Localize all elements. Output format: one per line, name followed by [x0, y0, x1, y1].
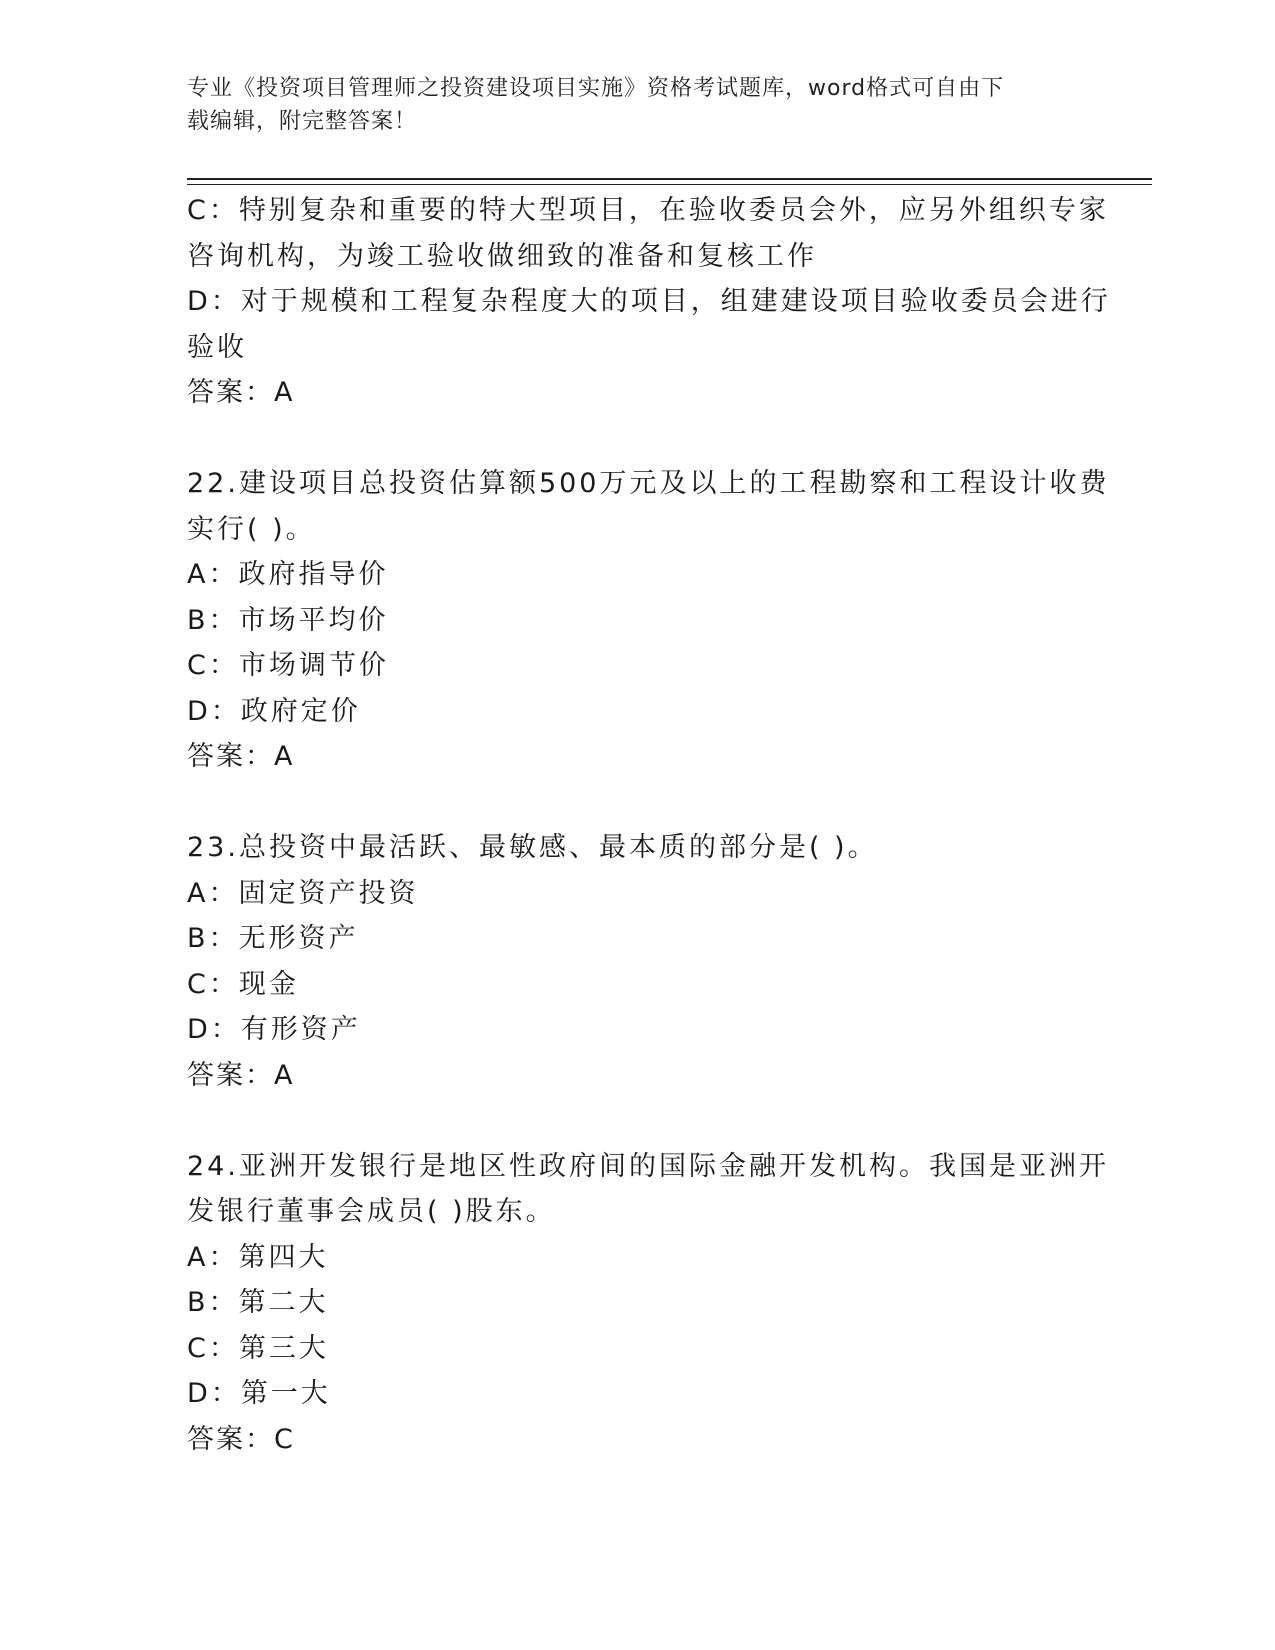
question-text-line-1: 24.亚洲开发银行是地区性政府间的国际金融开发机构。我国是亚洲开 — [187, 1150, 1109, 1182]
header-divider-thick — [187, 178, 1152, 180]
option-c: C：市场调节价 — [187, 650, 389, 681]
header-line-2: 载编辑，附完整答案！ — [187, 109, 418, 134]
header-divider-thin — [187, 184, 1152, 185]
document-header — [187, 72, 1067, 138]
option-c-line-2: 咨询机构，为竣工验收做细致的准备和复核工作 — [187, 240, 817, 272]
option-d-line-2: 验收 — [187, 331, 247, 363]
option-d-line-1: D：对于规模和工程复杂程度大的项目，组建建设项目验收委员会进行 — [187, 286, 1111, 317]
option-d: D：有形资产 — [187, 1014, 361, 1045]
option-a: A：固定资产投资 — [187, 877, 419, 909]
option-b: B：无形资产 — [187, 923, 359, 954]
question-text-line-1: 22.建设项目总投资估算额500万元及以上的工程勘察和工程设计收费 — [187, 468, 1110, 499]
option-a: A：第四大 — [187, 1241, 329, 1273]
option-b: B：第二大 — [187, 1287, 329, 1318]
question-block-24 — [187, 1144, 1109, 1463]
option-d: D：政府定价 — [187, 695, 361, 727]
document-body — [187, 188, 1111, 1462]
question-block-23 — [187, 825, 1087, 1098]
answer: 答案：A — [187, 377, 295, 408]
option-c: C：现金 — [187, 968, 299, 1000]
question-block-21 — [187, 188, 1111, 416]
spacer — [187, 1098, 1087, 1144]
question-text-line-2: 实行( )。 — [187, 513, 316, 545]
option-c-line-1: C：特别复杂和重要的特大型项目，在验收委员会外，应另外组织专家 — [187, 195, 1109, 226]
answer: 答案：A — [187, 741, 295, 772]
option-a: A：政府指导价 — [187, 559, 389, 590]
answer: 答案：C — [187, 1423, 295, 1455]
question-text-line-2: 发银行董事会成员( )股东。 — [187, 1196, 556, 1227]
option-d: D：第一大 — [187, 1378, 331, 1409]
spacer — [187, 416, 1087, 462]
question-block-22 — [187, 461, 1110, 780]
option-b: B：市场平均价 — [187, 604, 389, 636]
answer: 答案：A — [187, 1059, 295, 1091]
spacer — [187, 780, 1087, 826]
option-c: C：第三大 — [187, 1332, 329, 1364]
question-text-line-1: 23.总投资中最活跃、最敏感、最本质的部分是( )。 — [187, 832, 878, 863]
header-line-1: 专业《投资项目管理师之投资建设项目实施》资格考试题库，word格式可自由下 — [187, 76, 1005, 101]
